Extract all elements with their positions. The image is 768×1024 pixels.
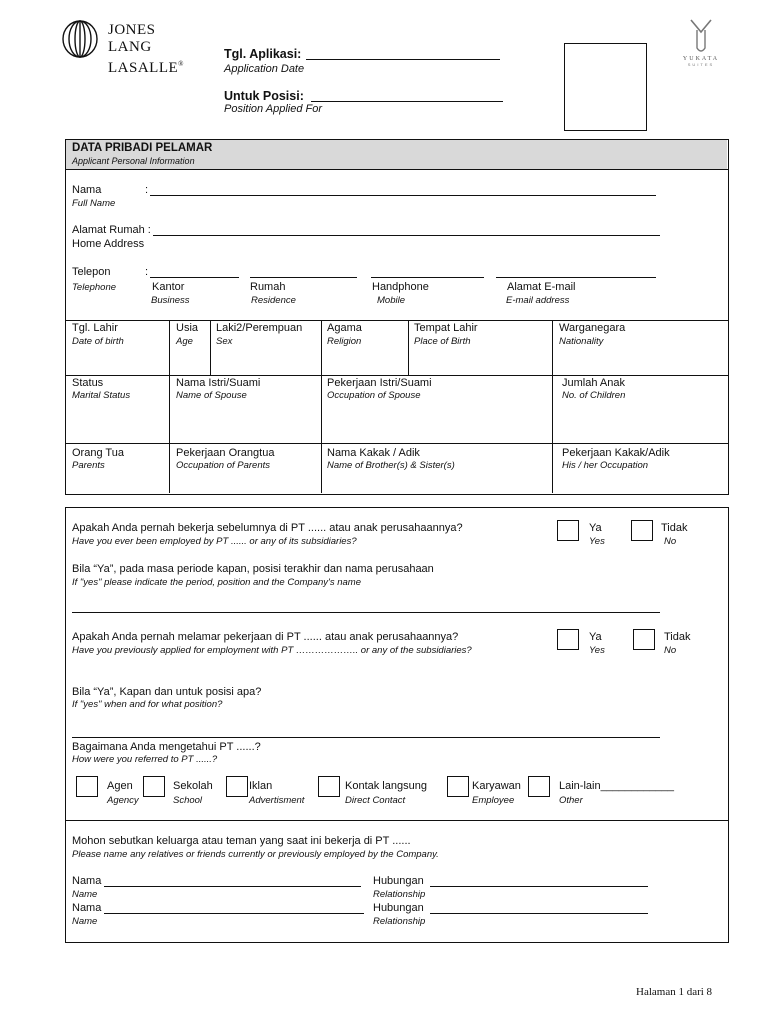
phone-colon: :: [145, 266, 149, 278]
source-agency-label: Agen: [107, 780, 133, 792]
religion-sub: Religion: [327, 336, 362, 347]
source-ad-checkbox[interactable]: [226, 776, 248, 797]
q1-follow-sub: If "yes" please indicate the period, position and the Company's name: [72, 577, 361, 588]
q3-sub: How were you referred to PT ......?: [72, 754, 218, 765]
source-direct-checkbox[interactable]: [318, 776, 340, 797]
relative-1-name-field[interactable]: [104, 886, 361, 887]
q2-no-label: Tidak: [664, 631, 691, 643]
phone-business-field[interactable]: [150, 277, 239, 278]
q2-follow-field[interactable]: [72, 737, 660, 738]
nationality-sub: Nationality: [559, 336, 604, 347]
personal-data-title: DATA PRIBADI PELAMAR: [72, 142, 213, 154]
source-school-sub: School: [173, 795, 203, 806]
jll-logo-icon: [62, 20, 98, 58]
phone-residence-sub: Residence: [251, 295, 296, 306]
relative-2-rel-label: Hubungan: [373, 902, 424, 914]
relative-1-name-label: Nama: [72, 875, 102, 887]
age-label: Usia: [176, 322, 199, 334]
address-label: Alamat Rumah :: [72, 224, 151, 236]
name-label: Nama: [72, 184, 102, 196]
phone-business-label: Kantor: [152, 281, 185, 293]
marital-status-sub: Marital Status: [72, 390, 131, 401]
photo-box[interactable]: [564, 43, 647, 131]
email-field[interactable]: [496, 277, 656, 278]
phone-label: Telepon: [72, 266, 111, 278]
phone-business-sub: Business: [151, 295, 190, 306]
relative-2-name-label: Nama: [72, 902, 102, 914]
application-date-field[interactable]: [306, 59, 500, 60]
phone-mobile-label: Handphone: [372, 281, 429, 293]
religion-label: Agama: [327, 322, 362, 334]
parents-sub: Parents: [72, 460, 105, 471]
q1-follow-text: Bila “Ya”, pada masa periode kapan, posisi terakhir dan nama perusahaan: [72, 563, 434, 575]
q1-sub: Have you ever been employed by PT ...... or any of its subsidiaries?: [72, 536, 357, 547]
relative-1-rel-field[interactable]: [430, 886, 648, 887]
phone-mobile-field[interactable]: [371, 277, 484, 278]
marital-status-label: Status: [72, 377, 104, 389]
personal-data-subtitle: Applicant Personal Information: [72, 156, 195, 166]
birth-date-label: Tgl. Lahir: [72, 322, 118, 334]
position-field[interactable]: [311, 101, 503, 102]
source-agency-checkbox[interactable]: [76, 776, 98, 797]
source-employee-checkbox[interactable]: [447, 776, 469, 797]
name-colon: :: [145, 184, 149, 196]
spouse-occupation-label: Pekerjaan Istri/Suami: [327, 377, 432, 389]
source-employee-sub: Employee: [472, 795, 515, 806]
q1-no-checkbox[interactable]: [631, 520, 653, 541]
q1-yes-sub: Yes: [589, 536, 605, 547]
source-direct-label: Kontak langsung: [345, 780, 427, 792]
birth-date-sub: Date of birth: [72, 336, 124, 347]
q2-follow-sub: If "yes" when and for what position?: [72, 699, 223, 710]
q1-follow-field[interactable]: [72, 612, 660, 613]
parents-occupation-sub: Occupation of Parents: [176, 460, 270, 471]
q2-sub: Have you previously applied for employment with PT ……………….. or any of the subsidiaries?: [72, 645, 472, 656]
siblings-name-label: Nama Kakak / Adik: [327, 447, 420, 459]
children-count-label: Jumlah Anak: [562, 377, 625, 389]
relative-2-name-sub: Name: [72, 916, 98, 927]
q1-text: Apakah Anda pernah bekerja sebelumnya di PT ...... atau anak perusahaannya?: [72, 522, 463, 534]
q1-no-label: Tidak: [661, 522, 688, 534]
phone-residence-field[interactable]: [250, 277, 357, 278]
age-sub: Age: [176, 336, 193, 347]
name-field[interactable]: [150, 195, 656, 196]
position-label: Untuk Posisi:: [224, 89, 304, 103]
q2-yes-sub: Yes: [589, 645, 605, 656]
relative-1-rel-label: Hubungan: [373, 875, 424, 887]
source-employee-label: Karyawan: [472, 780, 521, 792]
relatives-text: Mohon sebutkan keluarga atau teman yang saat ini bekerja di PT ......: [72, 835, 411, 847]
source-direct-sub: Direct Contact: [345, 795, 406, 806]
application-date-sub: Application Date: [224, 63, 305, 75]
relative-2-rel-field[interactable]: [430, 913, 648, 914]
sex-label: Laki2/Perempuan: [216, 322, 303, 334]
birth-place-sub: Place of Birth: [414, 336, 471, 347]
source-school-label: Sekolah: [173, 780, 213, 792]
yukata-logo: [676, 18, 726, 74]
spouse-name-sub: Name of Spouse: [176, 390, 247, 401]
logo-registered: ®: [178, 60, 184, 68]
email-sub: E-mail address: [506, 295, 570, 306]
logo-line-2: LASALLE: [108, 60, 179, 76]
q3-text: Bagaimana Anda mengetahui PT ......?: [72, 741, 261, 753]
source-other-checkbox[interactable]: [528, 776, 550, 797]
q2-no-sub: No: [664, 645, 677, 656]
source-ad-sub: Advertisment: [249, 795, 305, 806]
q1-yes-checkbox[interactable]: [557, 520, 579, 541]
relative-1-rel-sub: Relationship: [373, 889, 426, 900]
source-ad-label: Iklan: [249, 780, 273, 792]
name-sub: Full Name: [72, 198, 116, 209]
relatives-sub: Please name any relatives or friends currently or previously employed by the Company.: [72, 849, 439, 860]
spouse-name-label: Nama Istri/Suami: [176, 377, 261, 389]
logo-line-1: JONES LANG: [108, 22, 156, 55]
application-date-label: Tgl. Aplikasi:: [224, 47, 302, 61]
siblings-name-sub: Name of Brother(s) & Sister(s): [327, 460, 455, 471]
q1-yes-label: Ya: [589, 522, 602, 534]
birth-place-label: Tempat Lahir: [414, 322, 478, 334]
q2-follow-text: Bila “Ya”, Kapan dan untuk posisi apa?: [72, 686, 262, 698]
address-sub: Home Address: [72, 238, 145, 250]
spouse-occupation-sub: Occupation of Spouse: [327, 390, 421, 401]
yukata-logo-icon: [686, 18, 716, 56]
relative-2-rel-sub: Relationship: [373, 916, 426, 927]
q1-no-sub: No: [664, 536, 677, 547]
source-other-sub: Other: [559, 795, 583, 806]
yukata-brand: YUKATA: [682, 56, 720, 62]
nationality-label: Warganegara: [559, 322, 626, 334]
relative-1-name-sub: Name: [72, 889, 98, 900]
source-other-label: Lain-lain____________: [559, 780, 674, 792]
siblings-occupation-label: Pekerjaan Kakak/Adik: [562, 447, 670, 459]
position-sub: Position Applied For: [224, 103, 323, 115]
page-number: Halaman 1 dari 8: [636, 986, 713, 998]
q2-yes-label: Ya: [589, 631, 602, 643]
children-count-sub: No. of Children: [562, 390, 626, 401]
relative-2-name-field[interactable]: [104, 913, 364, 914]
source-agency-sub: Agency: [107, 795, 139, 806]
q2-no-checkbox[interactable]: [633, 629, 655, 650]
yukata-brand-sub: SUITES: [687, 62, 715, 67]
sex-sub: Sex: [216, 336, 233, 347]
phone-residence-label: Rumah: [250, 281, 286, 293]
siblings-occupation-sub: His / her Occupation: [562, 460, 649, 471]
phone-mobile-sub: Mobile: [377, 295, 405, 306]
q2-text: Apakah Anda pernah melamar pekerjaan di PT ...... atau anak perusahaannya?: [72, 631, 459, 643]
phone-sub: Telephone: [72, 282, 117, 293]
parents-occupation-label: Pekerjaan Orangtua: [176, 447, 275, 459]
jll-logo: [62, 20, 192, 76]
email-label: Alamat E-mail: [507, 281, 576, 293]
source-school-checkbox[interactable]: [143, 776, 165, 797]
personal-data-section: [65, 139, 729, 495]
address-field[interactable]: [153, 235, 660, 236]
parents-label: Orang Tua: [72, 447, 124, 459]
q2-yes-checkbox[interactable]: [557, 629, 579, 650]
